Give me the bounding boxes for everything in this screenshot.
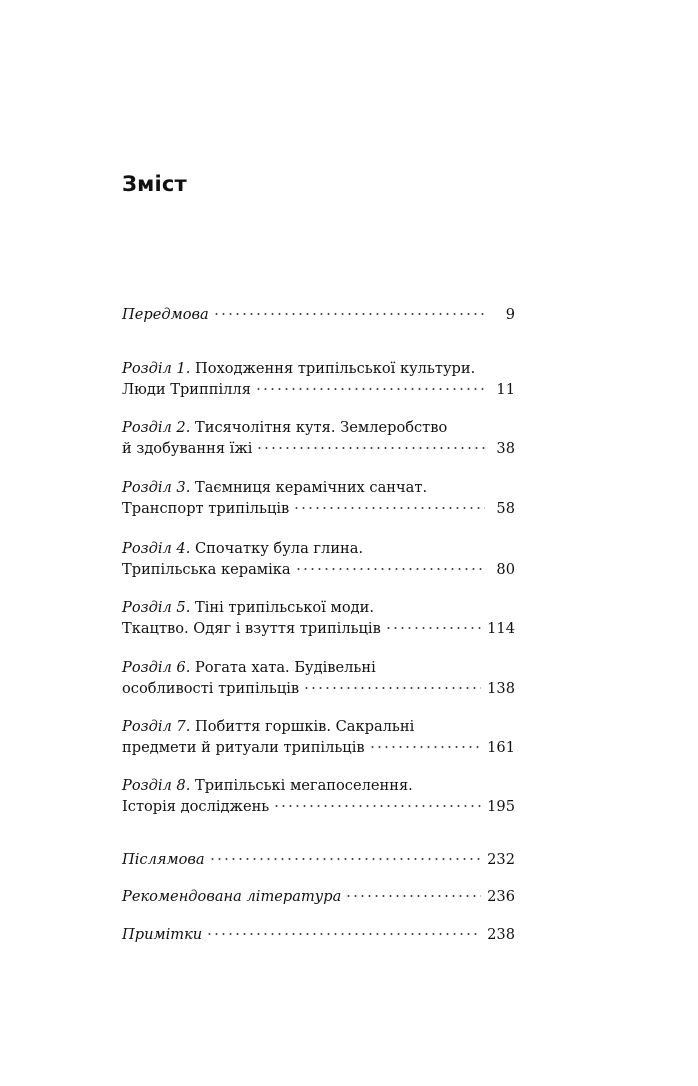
dot-leader [255,388,485,390]
toc-entry-title: Передмова [122,306,209,323]
toc-entry-chapter-8[interactable] [122,775,515,817]
toc-entry-chapter-4[interactable] [122,538,515,580]
toc-page-number: 38 [496,440,515,457]
dot-leader [256,447,485,449]
toc-entry-title-cont: Історія досліджень [122,798,270,815]
toc-page-number: 161 [487,739,515,756]
chapter-prefix: Розділ 6. [122,659,191,676]
toc-entry-recommended-literature[interactable] [122,886,515,907]
chapter-prefix: Розділ 4. [122,540,191,557]
chapter-prefix: Розділ 7. [122,718,191,735]
chapter-prefix: Розділ 3. [122,479,191,496]
toc-entry-afterword[interactable] [122,849,515,870]
dot-leader [345,895,481,897]
toc-entry-title: Рекомендована література [122,888,342,905]
toc-entry-title: Трипільські мегапоселення. [194,777,413,794]
toc-entry-notes[interactable] [122,924,515,945]
toc-entry-chapter-6[interactable] [122,657,515,699]
dot-leader [273,805,481,807]
toc-entry-title: Тіні трипільської моди. [194,599,374,616]
page-title: Зміст [122,172,187,196]
chapter-prefix: Розділ 8. [122,777,191,794]
chapter-prefix: Розділ 5. [122,599,191,616]
toc-page-number: 58 [496,500,515,517]
toc-entry-chapter-2[interactable] [122,417,515,459]
chapter-prefix: Розділ 1. [122,360,191,377]
toc-entry-title-cont: Трипільська кераміка [122,561,291,578]
toc-entry-preface[interactable] [122,304,515,325]
toc-page-number: 9 [505,306,515,323]
toc-entry-title: Примітки [122,926,203,943]
dot-leader [303,687,481,689]
dot-leader [213,313,485,315]
toc-entry-title: Тисячолітня кутя. Землеробство [194,419,448,436]
toc-entry-title-cont: Люди Триппілля [122,381,251,398]
dot-leader [385,627,481,629]
dot-leader [209,858,482,860]
dot-leader [369,746,482,748]
chapter-prefix: Розділ 2. [122,419,191,436]
toc-page-number: 238 [487,926,515,943]
toc-entry-title: Спочатку була глина. [194,540,364,557]
toc-page-number: 138 [487,680,515,697]
toc-entry-title-cont: особливості трипільців [122,680,300,697]
dot-leader [206,933,481,935]
toc-entry-title-cont: предмети й ритуали трипільців [122,739,365,756]
toc-entry-chapter-1[interactable] [122,358,515,400]
toc-page-number: 11 [496,381,515,398]
toc-entry-title: Рогата хата. Будівельні [194,659,376,676]
toc-entry-chapter-5[interactable] [122,597,515,639]
dot-leader [295,568,485,570]
toc-entry-title: Походження трипільської культури. [194,360,476,377]
toc-page-number: 232 [487,851,515,868]
toc-page-number: 114 [487,620,515,637]
toc-entry-chapter-3[interactable] [122,477,515,519]
toc-entry-title-cont: Транспорт трипільців [122,500,290,517]
toc-entry-title: Таємниця керамічних санчат. [194,479,428,496]
toc-page-number: 80 [496,561,515,578]
toc-entry-title: Побиття горшків. Сакральні [194,718,415,735]
toc-entry-title-cont: Ткацтво. Одяг і взуття трипільців [122,620,381,637]
toc-page-number: 236 [487,888,515,905]
toc-entry-chapter-7[interactable] [122,716,515,758]
toc-entry-title: Післямова [122,851,205,868]
toc-page-number: 195 [487,798,515,815]
toc-entry-title-cont: й здобування їжі [122,440,253,457]
dot-leader [293,507,485,509]
